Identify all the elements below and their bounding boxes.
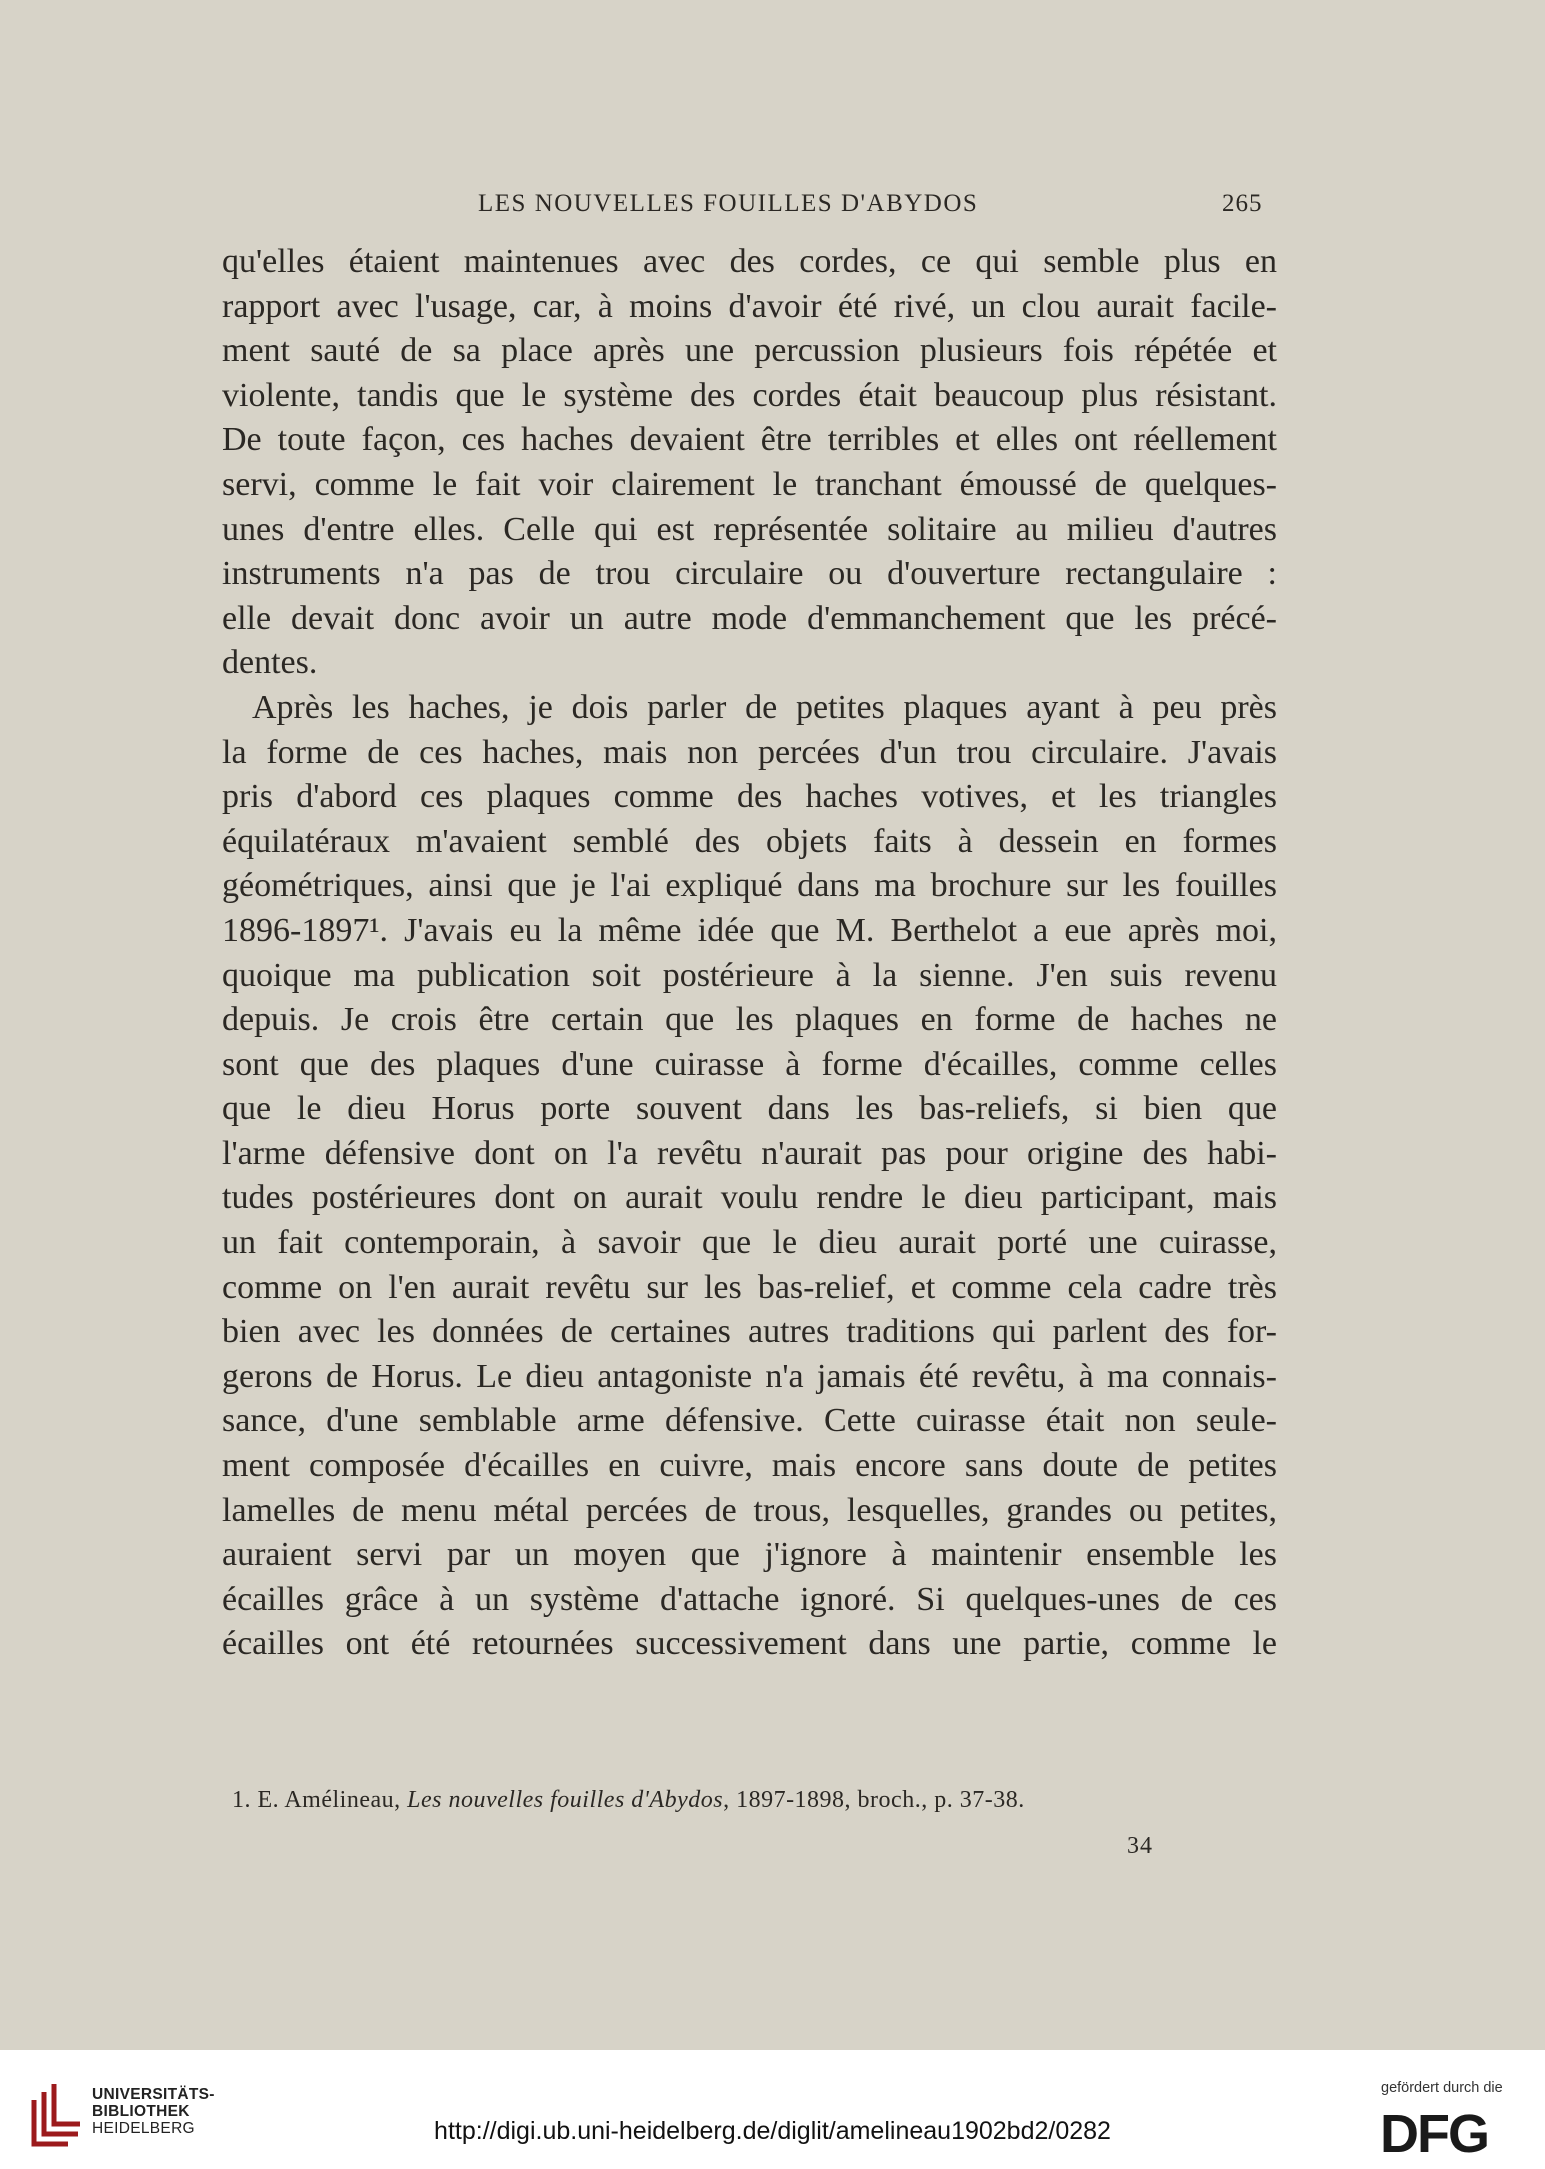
footnote-prefix: 1. E. Amélineau, xyxy=(232,1787,408,1813)
text-line: De toute façon, ces haches devaient être terribles et elles ont réellement xyxy=(222,421,1277,459)
text-line: comme on l'en aurait revêtu sur les bas-relief, et comme cela cadre très xyxy=(222,1268,1277,1306)
text-line: depuis. Je crois être certain que les plaques en forme de haches ne xyxy=(222,1001,1277,1039)
text-line: auraient servi par un moyen que j'ignore à maintenir ensemble les xyxy=(222,1536,1277,1574)
text-line: pris d'abord ces plaques comme des haches votives, et les triangles xyxy=(222,778,1277,816)
text-line: ment sauté de sa place après une percussion plusieurs fois répétée et xyxy=(222,332,1277,370)
text-line: dentes. xyxy=(222,644,318,682)
library-name-line: HEIDELBERG xyxy=(92,2120,195,2137)
signature-mark: 34 xyxy=(1127,1833,1153,1859)
text-line: instruments n'a pas de trou circulaire ou d'ouverture rectangulaire : xyxy=(222,555,1277,593)
text-line: la forme de ces haches, mais non percées d'un trou circulaire. J'avais xyxy=(222,733,1277,771)
text-line: l'arme défensive dont on l'a revêtu n'aurait pas pour origine des habi- xyxy=(222,1134,1277,1172)
text-line: équilatéraux m'avaient semblé des objets faits à dessein en formes xyxy=(222,822,1277,860)
text-line: ment composée d'écailles en cuivre, mais encore sans doute de petites xyxy=(222,1447,1277,1485)
text-line: écailles ont été retournées successivement dans une partie, comme le xyxy=(222,1625,1277,1663)
footnote-suffix: , 1897-1898, broch., p. 37-38. xyxy=(723,1787,1025,1813)
text-line: unes d'entre elles. Celle qui est représentée solitaire au milieu d'autres xyxy=(222,510,1277,548)
text-line: qu'elles étaient maintenues avec des cordes, ce qui semble plus en xyxy=(222,243,1277,280)
text-line: bien avec les données de certaines autres traditions qui parlent des for- xyxy=(222,1313,1277,1351)
text-line: violente, tandis que le système des cordes était beaucoup plus résistant. xyxy=(222,376,1277,414)
body-text xyxy=(222,240,1277,1667)
text-line: 1896-1897¹. J'avais eu la même idée que M. Berthelot a eue après moi, xyxy=(222,911,1277,949)
text-line: rapport avec l'usage, car, à moins d'avoir été rivé, un clou aurait facile- xyxy=(222,287,1277,325)
library-name-line: UNIVERSITÄTS- xyxy=(92,2086,215,2103)
viewer-footer xyxy=(0,2050,1545,2169)
dfg-logo-icon xyxy=(1378,2106,1524,2156)
permalink-url[interactable]: http://digi.ub.uni-heidelberg.de/diglit/amelineau1902bd2/0282 xyxy=(434,2117,1111,2145)
text-line: que le dieu Horus porte souvent dans les bas-reliefs, si bien que xyxy=(222,1090,1277,1128)
page-number: 265 xyxy=(1222,190,1263,217)
text-line: sance, d'une semblable arme défensive. Cette cuirasse était non seule- xyxy=(222,1402,1277,1440)
text-line: un fait contemporain, à savoir que le dieu aurait porté une cuirasse, xyxy=(222,1224,1277,1262)
text-line: Après les haches, je dois parler de petites plaques ayant à peu près xyxy=(252,688,1277,726)
text-line: écailles grâce à un système d'attache ignoré. Si quelques-unes de ces xyxy=(222,1580,1277,1618)
text-line: elle devait donc avoir un autre mode d'emmanchement que les précé- xyxy=(222,599,1277,637)
footnote-book-title: Les nouvelles fouilles d'Abydos xyxy=(407,1787,724,1813)
running-title: LES NOUVELLES FOUILLES D'ABYDOS xyxy=(478,190,979,217)
footnote xyxy=(232,1787,1232,1814)
text-line: gerons de Horus. Le dieu antagoniste n'a jamais été revêtu, à ma connais- xyxy=(222,1357,1277,1395)
text-line: servi, comme le fait voir clairement le tranchant émoussé de quelques- xyxy=(222,465,1277,503)
text-line: géométriques, ainsi que je l'ai expliqué dans ma brochure sur les fouilles xyxy=(222,867,1277,905)
funding-caption: gefördert durch die xyxy=(1381,2080,1503,2096)
text-line: tudes postérieures dont on aurait voulu rendre le dieu participant, mais xyxy=(222,1179,1277,1217)
library-name-line: BIBLIOTHEK xyxy=(92,2103,190,2120)
text-line: sont que des plaques d'une cuirasse à forme d'écailles, comme celles xyxy=(222,1045,1277,1083)
dfg-logo-text: DFG xyxy=(1380,2106,1488,2156)
text-line: quoique ma publication soit postérieure à la sienne. J'en suis revenu xyxy=(222,956,1277,994)
text-line: lamelles de menu métal percées de trous, lesquelles, grandes ou petites, xyxy=(222,1491,1277,1529)
